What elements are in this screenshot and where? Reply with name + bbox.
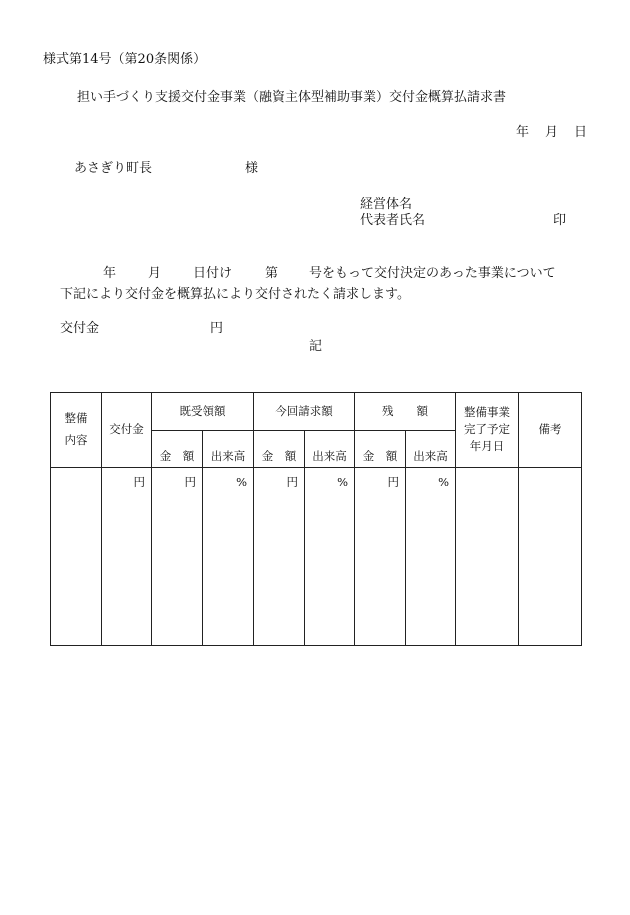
date-year: 年 xyxy=(516,125,530,140)
header-completion: 整備事業 完了予定 年月日 xyxy=(456,393,519,468)
request-table xyxy=(50,392,582,646)
header-received: 既受領額 xyxy=(152,393,254,431)
date-day: 日 xyxy=(574,125,588,140)
cell-grant[interactable]: 円 xyxy=(102,468,152,646)
body-dated: 日付け xyxy=(193,266,233,281)
ki-heading: 記 xyxy=(309,339,323,354)
header-grant: 交付金 xyxy=(102,393,152,468)
sub-progress-received: 出来高 xyxy=(203,431,254,468)
seal-mark: 印 xyxy=(553,213,567,228)
cell-completion[interactable] xyxy=(456,468,519,646)
cell-remaining-amount[interactable]: 円 xyxy=(355,468,406,646)
header-remarks: 備考 xyxy=(519,393,582,468)
addressee-honorific: 様 xyxy=(245,161,259,176)
sub-progress-current: 出来高 xyxy=(305,431,355,468)
cell-current-progress[interactable]: % xyxy=(305,468,355,646)
cell-remarks[interactable] xyxy=(519,468,582,646)
sub-amount-received: 金 額 xyxy=(152,431,203,468)
body-month: 月 xyxy=(148,266,162,281)
sub-amount-remaining: 金 額 xyxy=(355,431,406,468)
cell-content[interactable] xyxy=(51,468,102,646)
header-content: 整備 内容 xyxy=(51,393,102,468)
header-current: 今回請求額 xyxy=(254,393,355,431)
body-dai: 第 xyxy=(265,266,279,281)
body-line1-rest: 号をもって交付決定のあった事業について xyxy=(309,266,556,281)
document-title: 担い手づくり支援交付金事業（融資主体型補助事業）交付金概算払請求書 xyxy=(77,90,507,105)
cell-received-amount[interactable]: 円 xyxy=(152,468,203,646)
applicant-representative-label: 代表者氏名 xyxy=(360,213,426,228)
cell-received-progress[interactable]: % xyxy=(203,468,254,646)
applicant-entity-label: 経営体名 xyxy=(360,197,413,212)
amount-label: 交付金 xyxy=(60,321,100,336)
form-number: 様式第14号（第20条関係） xyxy=(43,52,207,67)
sub-progress-remaining: 出来高 xyxy=(406,431,456,468)
sub-amount-current: 金 額 xyxy=(254,431,305,468)
amount-unit: 円 xyxy=(210,321,224,336)
addressee-name: あさぎり町長 xyxy=(74,161,153,176)
cell-remaining-progress[interactable]: % xyxy=(406,468,456,646)
header-remaining: 残 額 xyxy=(355,393,456,431)
body-line2: 下記により交付金を概算払により交付されたく請求します。 xyxy=(60,287,410,302)
body-year: 年 xyxy=(103,266,117,281)
cell-current-amount[interactable]: 円 xyxy=(254,468,305,646)
date-month: 月 xyxy=(545,125,559,140)
